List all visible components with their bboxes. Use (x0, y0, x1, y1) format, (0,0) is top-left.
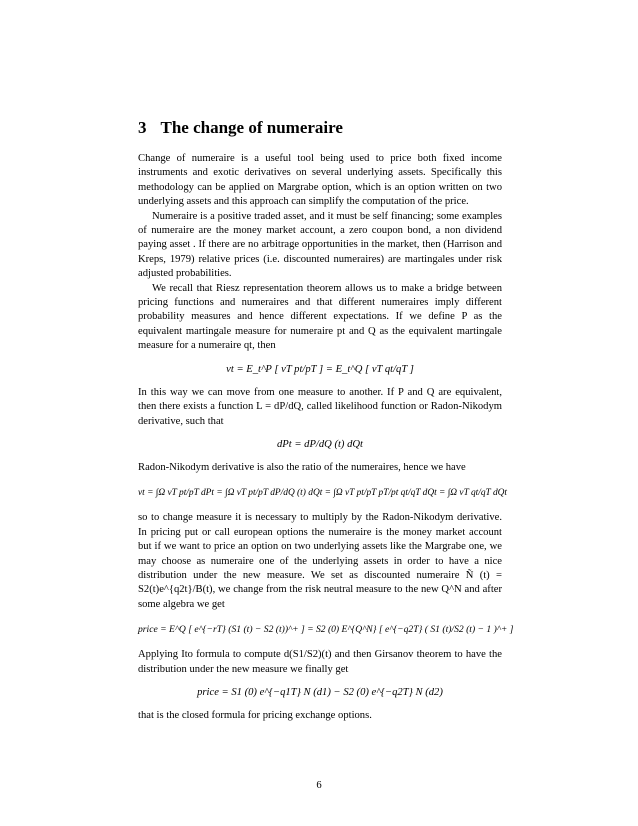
equation-closed-form-price: price = S1 (0) e^{−q1T} N (d1) − S2 (0) e^{−q2T} N (d2) (197, 686, 443, 698)
section-number: 3 (138, 118, 147, 137)
paragraph: that is the closed formula for pricing exchange options. (138, 709, 372, 721)
paragraph: We recall that Riesz representation theorem allows us to make a bridge between pricing functions and numeraires and that different numeraires imply different probability measures and hence different expectations. If we define P as the equivalent martingale measure for numeraire pt and Q as the equivalent martingale measure for a numeraire qt, then (138, 282, 502, 352)
paragraph: Applying Ito formula to compute d(S1/S2)(t) and then Girsanov theorem to have the distribution under the new measure we finally get (138, 649, 502, 675)
section-title: The change of numeraire (160, 118, 343, 137)
page-number: 6 (316, 780, 322, 791)
equation-price-expectation: price = E^Q [ e^{−rT} (S1 (t) − S2 (t))^+ ] = S2 (0) E^{Q^N} [ e^{−q2T} ( S1 (t)/S2 (t) − 1 )^+ ] (138, 624, 514, 636)
page-body (138, 118, 514, 723)
equation-integral-chain: vt = ∫Ω vT pt/pT dPt = ∫Ω vT pt/pT dP/dQ (t) dQt = ∫Ω vT pt/pT pT/pt qt/qT dQt = ∫Ω vT qt/qT dQt (138, 488, 508, 499)
equation-radon-nikodym: dPt = dP/dQ (t) dQt (276, 438, 363, 450)
paragraph: Radon-Nikodym derivative is also the ratio of the numeraires, hence we have (138, 461, 466, 473)
paragraph: Change of numeraire is a useful tool being used to price both fixed income instruments and exotic derivatives on several underlying assets. Specifically this methodology can be applied on Margrabe option, which is an option written on two underlying assets and this approach can simplify the computation of the price. (138, 153, 502, 208)
equation-numeraire-expectation: vt = E_t^P [ vT pt/pT ] = E_t^Q [ vT qt/qT ] (226, 363, 414, 375)
section-heading (138, 118, 502, 138)
paragraph: so to change measure it is necessary to multiply by the Radon-Nikodym derivative. In pricing put or call european options the numeraire is the money market account but if we want to price an option on two underlying assets like the Margrabe one, we may choose as numeraire one of the underlying assets in order to have a nice distribution under the new measure. We set as discounted numeraire Ñ (t) = S2(t)e^{q2t}/B(t), we change from the risk neutral measure to the new Q^N and after some algebra we get (138, 512, 502, 610)
paragraph: In this way we can move from one measure to another. If P and Q are equivalent, then there exists a function L = dP/dQ, called likelihood function or Radon-Nikodym derivative, such that (138, 386, 502, 427)
paragraph: Numeraire is a positive traded asset, and it must be self financing; some examples of numeraire are the money market account, a zero coupon bond, a non dividend paying asset . If there are no arbitrage opportunities in the market, then (Harrison and Kreps, 1979) relative prices (i.e. discounted numeraires) are martingales under risk adjusted probabilities. (138, 210, 502, 280)
